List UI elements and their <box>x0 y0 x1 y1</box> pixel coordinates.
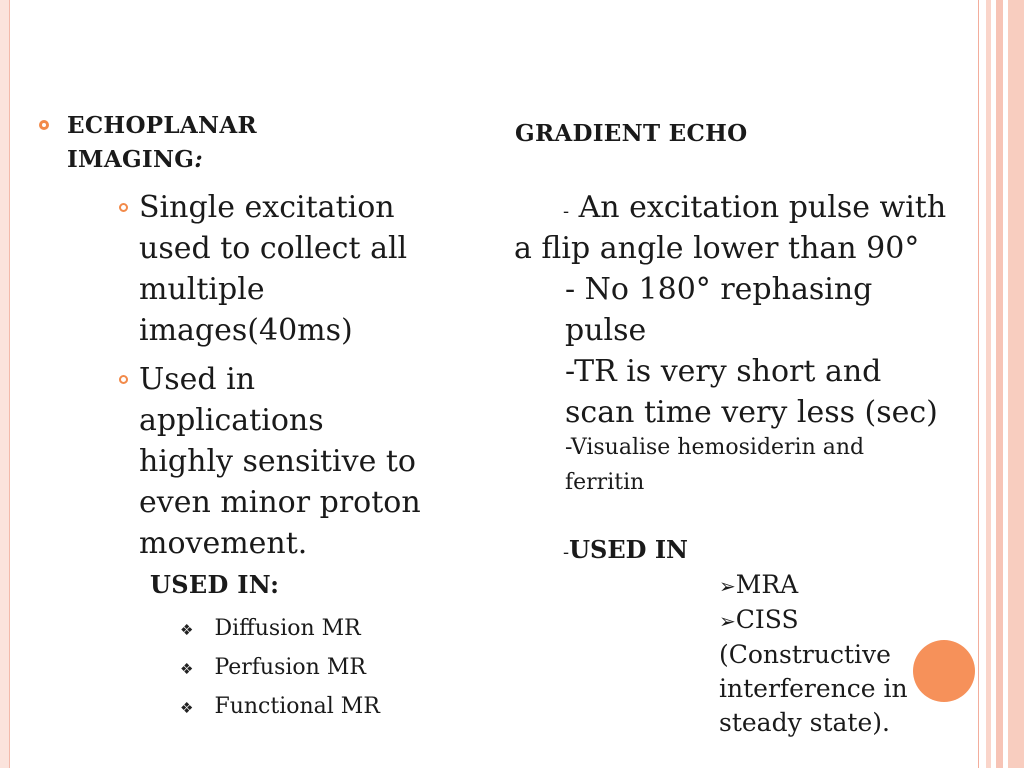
list-item: ❖ Diffusion MR <box>180 616 361 641</box>
stripe <box>996 0 1003 768</box>
bullet-used-in-applications <box>139 359 421 564</box>
used-in-list <box>180 610 380 727</box>
bullet-line: images(40ms) <box>139 313 353 348</box>
right-used-in: -USED IN <box>563 535 688 564</box>
stripe <box>986 0 991 768</box>
bullet-line: applications <box>139 403 324 438</box>
bullet-line: used to collect all <box>139 231 408 266</box>
left-heading-line1: ECHOPLANAR <box>67 112 257 139</box>
right-line-5: -TR is very short and <box>565 354 882 389</box>
left-heading <box>67 109 257 177</box>
ciss-detail-line: interference in <box>719 674 908 703</box>
bullet-line: Single excitation <box>139 190 395 225</box>
list-item: ➢MRA <box>719 570 799 599</box>
bullet-circle-icon <box>119 375 128 384</box>
left-border-stripe <box>0 0 10 768</box>
bullet-line: movement. <box>139 526 308 561</box>
bullet-line: even minor proton <box>139 485 421 520</box>
right-heading: GRADIENT ECHO <box>515 120 748 147</box>
right-line-1: - An excitation pulse with <box>563 190 947 225</box>
diamond-bullet-icon: ❖ <box>180 660 194 678</box>
right-line-8: ferritin <box>565 470 645 495</box>
right-line-4: pulse <box>565 313 647 348</box>
diamond-bullet-icon: ❖ <box>180 621 194 639</box>
arrow-bullet-icon: ➢ <box>719 574 736 598</box>
bullet-line: Used in <box>139 362 256 397</box>
bullet-single-excitation <box>139 187 407 351</box>
list-item: ❖ Functional MR <box>180 694 380 719</box>
right-line-7: -Visualise hemosiderin and <box>565 435 865 460</box>
right-line-3: - No 180° rephasing <box>565 272 873 307</box>
right-line-6: scan time very less (sec) <box>565 395 938 430</box>
ciss-detail-line: (Constructive <box>719 640 891 669</box>
decorative-circle <box>913 640 975 702</box>
right-items <box>719 568 908 740</box>
diamond-bullet-icon: ❖ <box>180 699 194 717</box>
list-item: ❖ Perfusion MR <box>180 655 366 680</box>
stripe <box>978 0 979 768</box>
right-line-2: a flip angle lower than 90° <box>514 231 920 266</box>
list-item: ➢CISS <box>719 605 799 634</box>
bullet-line: highly sensitive to <box>139 444 416 479</box>
right-border-stripes <box>978 0 1024 768</box>
bullet-circle-icon <box>119 203 128 212</box>
bullet-line: multiple <box>139 272 265 307</box>
left-used-in-label: USED IN: <box>150 570 280 599</box>
ciss-detail-line: steady state). <box>719 708 890 737</box>
arrow-bullet-icon: ➢ <box>719 609 736 633</box>
left-heading-line2: IMAGING: <box>67 146 204 173</box>
stripe <box>1008 0 1024 768</box>
bullet-circle-icon <box>39 120 49 130</box>
